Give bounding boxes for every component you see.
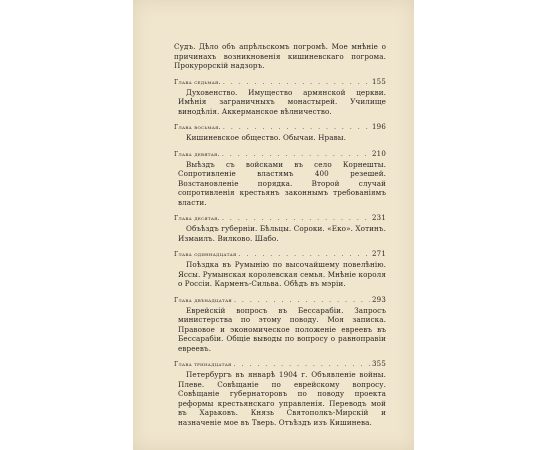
chapter-heading-row — [174, 77, 386, 88]
chapter-page-number: 355 — [372, 360, 386, 368]
chapter-page-number: 293 — [372, 295, 386, 304]
chapter-title: Глава одиннадцатая — [174, 251, 237, 258]
chapter-entry — [174, 122, 386, 143]
chapter-page-number: 231 — [372, 214, 386, 222]
chapter-heading-row — [174, 359, 386, 370]
chapter-summary: Петербургъ въ январѣ 1904 г. Объявленіе войны. Плеве. Совѣщаніе по еврейскому вопросу. Совѣщаніе губернаторовъ по поводу проекта реформы крестьянскаго управленія. Переводъ мой въ Харьковъ. Князь Святополкъ-Мирскій и назначеніе мое въ Тверь. Отъѣздъ изъ Кишинева. — [178, 370, 386, 427]
dot-leader — [239, 250, 371, 260]
chapter-summary: Кишиневское общество. Обычаи. Нравы. — [186, 133, 346, 142]
chapter-title: Глава восьмая. — [174, 124, 221, 131]
chapter-entry — [174, 295, 386, 354]
chapter-heading-row — [174, 213, 386, 224]
chapter-heading-row — [174, 295, 386, 306]
chapter-heading-row — [174, 122, 386, 133]
chapter-title: Глава десятая. — [174, 215, 220, 222]
chapter-page-number: 155 — [372, 77, 386, 86]
chapter-summary: Поѣздка въ Румынію по высочайшему повелѣнію. Яссы. Румынская королевская семья. Мнѣніе короля о Россіи. Карменъ-Сильва. Обѣдъ въ мэріи. — [178, 260, 386, 288]
book-page — [133, 0, 414, 450]
table-of-contents — [174, 42, 386, 427]
chapter-heading-row — [174, 149, 386, 160]
dot-leader — [223, 123, 370, 133]
chapter-entry — [174, 359, 386, 427]
chapter-heading-row — [174, 249, 386, 260]
chapter-title: Глава девятая. — [174, 150, 220, 158]
chapter-summary: Объѣздъ губерніи. Бѣльцы. Сороки. «Еко». Хотинъ. Измаилъ. Вилково. Шабо. — [178, 224, 386, 243]
chapter-summary: Духовенство. Имущество армянской церкви. Имѣнія заграничныхъ монастырей. Училище винодѣлія. Аккерманское вѣлничество. — [178, 87, 386, 116]
dot-leader — [234, 296, 370, 306]
chapter-page-number: 210 — [372, 149, 386, 158]
dot-leader — [223, 78, 370, 88]
chapter-entry — [174, 213, 386, 243]
chapter-title: Глава седьмая. — [174, 78, 221, 86]
chapter-summary: Выѣздъ съ войсками въ село Корнешты. Сопротивленіе властямъ 400 резешей. Возстановленіе порядка. Второй случай сопротивленія крестьянъ законнымъ требованіямъ власти. — [178, 159, 386, 207]
chapter-summary: Еврейскій вопросъ въ Бессарабіи. Запросъ министерства по этому поводу. Моя записка. Правовое и экономическое положеніе евреевъ въ Бессарабіи. Общіе выводы по вопросу о равноправіи евреевъ. — [178, 305, 386, 353]
intro-paragraph: Судъ. Дѣло объ апрѣльскомъ погромѣ. Мое мнѣніе о причинахъ возникновенія кишиневскаго погрома. Прокурорскій надзоръ. — [174, 42, 386, 70]
chapter-title: Глава двѣнадцатая — [174, 296, 232, 304]
dot-leader — [222, 150, 370, 160]
chapter-title: Глава тринадцатая — [174, 361, 232, 368]
chapter-page-number: 196 — [372, 123, 386, 131]
dot-leader — [222, 214, 370, 224]
chapter-entry — [174, 77, 386, 117]
chapter-page-number: 271 — [372, 250, 386, 258]
chapter-entry — [174, 249, 386, 289]
chapter-entry — [174, 149, 386, 208]
dot-leader — [234, 360, 370, 370]
